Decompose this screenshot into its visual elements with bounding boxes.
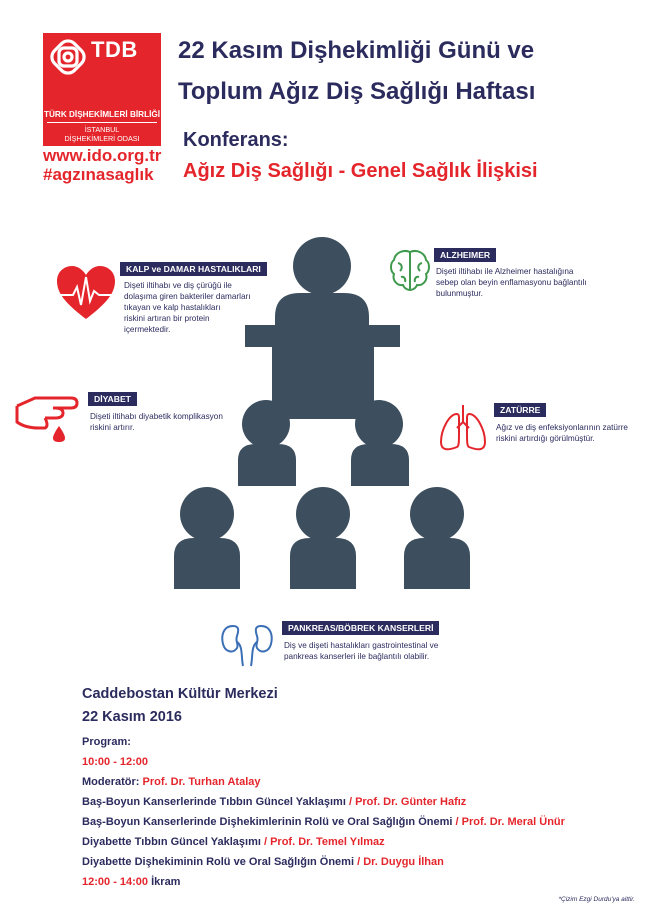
heart-icon xyxy=(55,265,117,321)
break-line xyxy=(82,876,180,888)
pancreas-text-1: Diş ve dişeti hastalıkları gastrointestinal ve xyxy=(284,641,439,650)
diabetes-label: DİYABET xyxy=(88,392,137,406)
alzheimer-label: ALZHEIMER xyxy=(434,248,496,262)
lungs-icon xyxy=(437,402,489,454)
pneumonia-description xyxy=(496,422,628,444)
logo-abbr: TDB xyxy=(91,37,138,62)
alzheimer-text-3: bulunmuştur. xyxy=(436,289,483,298)
kidneys-icon xyxy=(219,622,275,668)
brain-icon xyxy=(389,247,431,295)
talk-3-title: Diyabette Tıbbın Güncel Yaklaşımı xyxy=(82,836,261,848)
title-line1: 22 Kasım Dişhekimliği Günü ve xyxy=(178,37,535,64)
talk-1-title: Baş-Boyun Kanserlerinde Tıbbın Güncel Yaklaşımı xyxy=(82,796,346,808)
program-label: Program: xyxy=(82,736,131,748)
moderator-line xyxy=(82,776,260,788)
talk-2-title: Baş-Boyun Kanserlerinde Dişhekimlerinin Rolü ve Oral Sağlığın Önemi xyxy=(82,816,453,828)
logo-chamber-line1: İSTANBUL xyxy=(84,125,120,134)
moderator-label: Moderatör: xyxy=(82,776,140,788)
heart-text-2: dolaşıma giren bakteriler damarları xyxy=(124,292,251,301)
conference-title: Ağız Diş Sağlığı - Genel Sağlık İlişkisi xyxy=(183,160,538,182)
heart-text-3: tıkayan ve kalp hastalıkları xyxy=(124,303,221,312)
title-line2: Toplum Ağız Diş Sağlığı Haftası xyxy=(178,78,536,105)
website-link[interactable]: www.ido.org.tr xyxy=(43,146,162,165)
diabetes-description xyxy=(90,411,223,433)
moderator-name: Prof. Dr. Turhan Atalay xyxy=(142,776,261,788)
program-time2: 12:00 - 14:00 xyxy=(82,876,149,888)
program-time1: 10:00 - 12:00 xyxy=(82,756,149,768)
heart-description xyxy=(124,280,251,335)
pancreas-description xyxy=(284,640,438,662)
diabetes-text-1: Dişeti iltihabı diyabetik komplikasyon xyxy=(90,412,223,421)
heart-label: KALP ve DAMAR HASTALIKLARI xyxy=(120,262,267,276)
talk-1 xyxy=(82,796,466,808)
hashtag: #agzınasaglık xyxy=(43,165,154,184)
talk-3-speaker: / Prof. Dr. Temel Yılmaz xyxy=(263,836,385,848)
talk-4-speaker: / Dr. Duygu İlhan xyxy=(357,856,444,868)
heart-text-1: Dişeti iltihabı ve diş çürüğü ile xyxy=(124,281,232,290)
event-date: 22 Kasım 2016 xyxy=(82,709,182,725)
pneumonia-text-2: riskini artırdığı görülmüştür. xyxy=(496,434,595,443)
speaker-figure xyxy=(245,237,400,419)
pneumonia-text-1: Ağız ve diş enfeksiyonlarının zatürre xyxy=(496,423,628,432)
conference-label: Konferans: xyxy=(183,129,289,151)
pancreas-label: PANKREAS/BÖBREK KANSERLERİ xyxy=(282,621,439,635)
break-label: İkram xyxy=(151,876,181,888)
illustration-credit: *Çizim Ezgi Durdu'ya aittir. xyxy=(558,896,635,903)
talk-3 xyxy=(82,836,385,848)
talk-2 xyxy=(82,816,565,828)
talk-4 xyxy=(82,856,444,868)
talk-2-speaker: / Prof. Dr. Meral Ünür xyxy=(455,816,565,828)
audience-person-4 xyxy=(290,487,356,589)
venue: Caddebostan Kültür Merkezi xyxy=(82,686,278,702)
logo-chamber-line2: DİŞHEKİMLERİ ODASI xyxy=(64,134,140,143)
audience-person-5 xyxy=(404,487,470,589)
audience-person-3 xyxy=(174,487,240,589)
audience-person-2 xyxy=(351,400,409,486)
alzheimer-text-2: sebep olan beyin enflamasyonu bağlantılı xyxy=(436,278,587,287)
talk-4-title: Diyabette Dişhekiminin Rolü ve Oral Sağlığın Önemi xyxy=(82,856,355,868)
finger-blood-drop-icon xyxy=(15,392,85,444)
logo-org-name: TÜRK DİŞHEKİMLERİ BİRLİĞİ xyxy=(44,110,160,119)
diabetes-text-2: riskini artırır. xyxy=(90,423,135,432)
heart-text-4: riskini artıran bir protein xyxy=(124,314,210,323)
pancreas-text-2: pankreas kanserleri ile bağlantılı olabilir. xyxy=(284,652,430,661)
pneumonia-label: ZATÜRRE xyxy=(494,403,546,417)
alzheimer-text-1: Dişeti iltihabı ile Alzheimer hastalığına xyxy=(436,267,574,276)
alzheimer-description xyxy=(436,266,587,299)
talk-1-speaker: / Prof. Dr. Günter Hafız xyxy=(348,796,467,808)
heart-text-5: içermektedir. xyxy=(124,325,171,334)
